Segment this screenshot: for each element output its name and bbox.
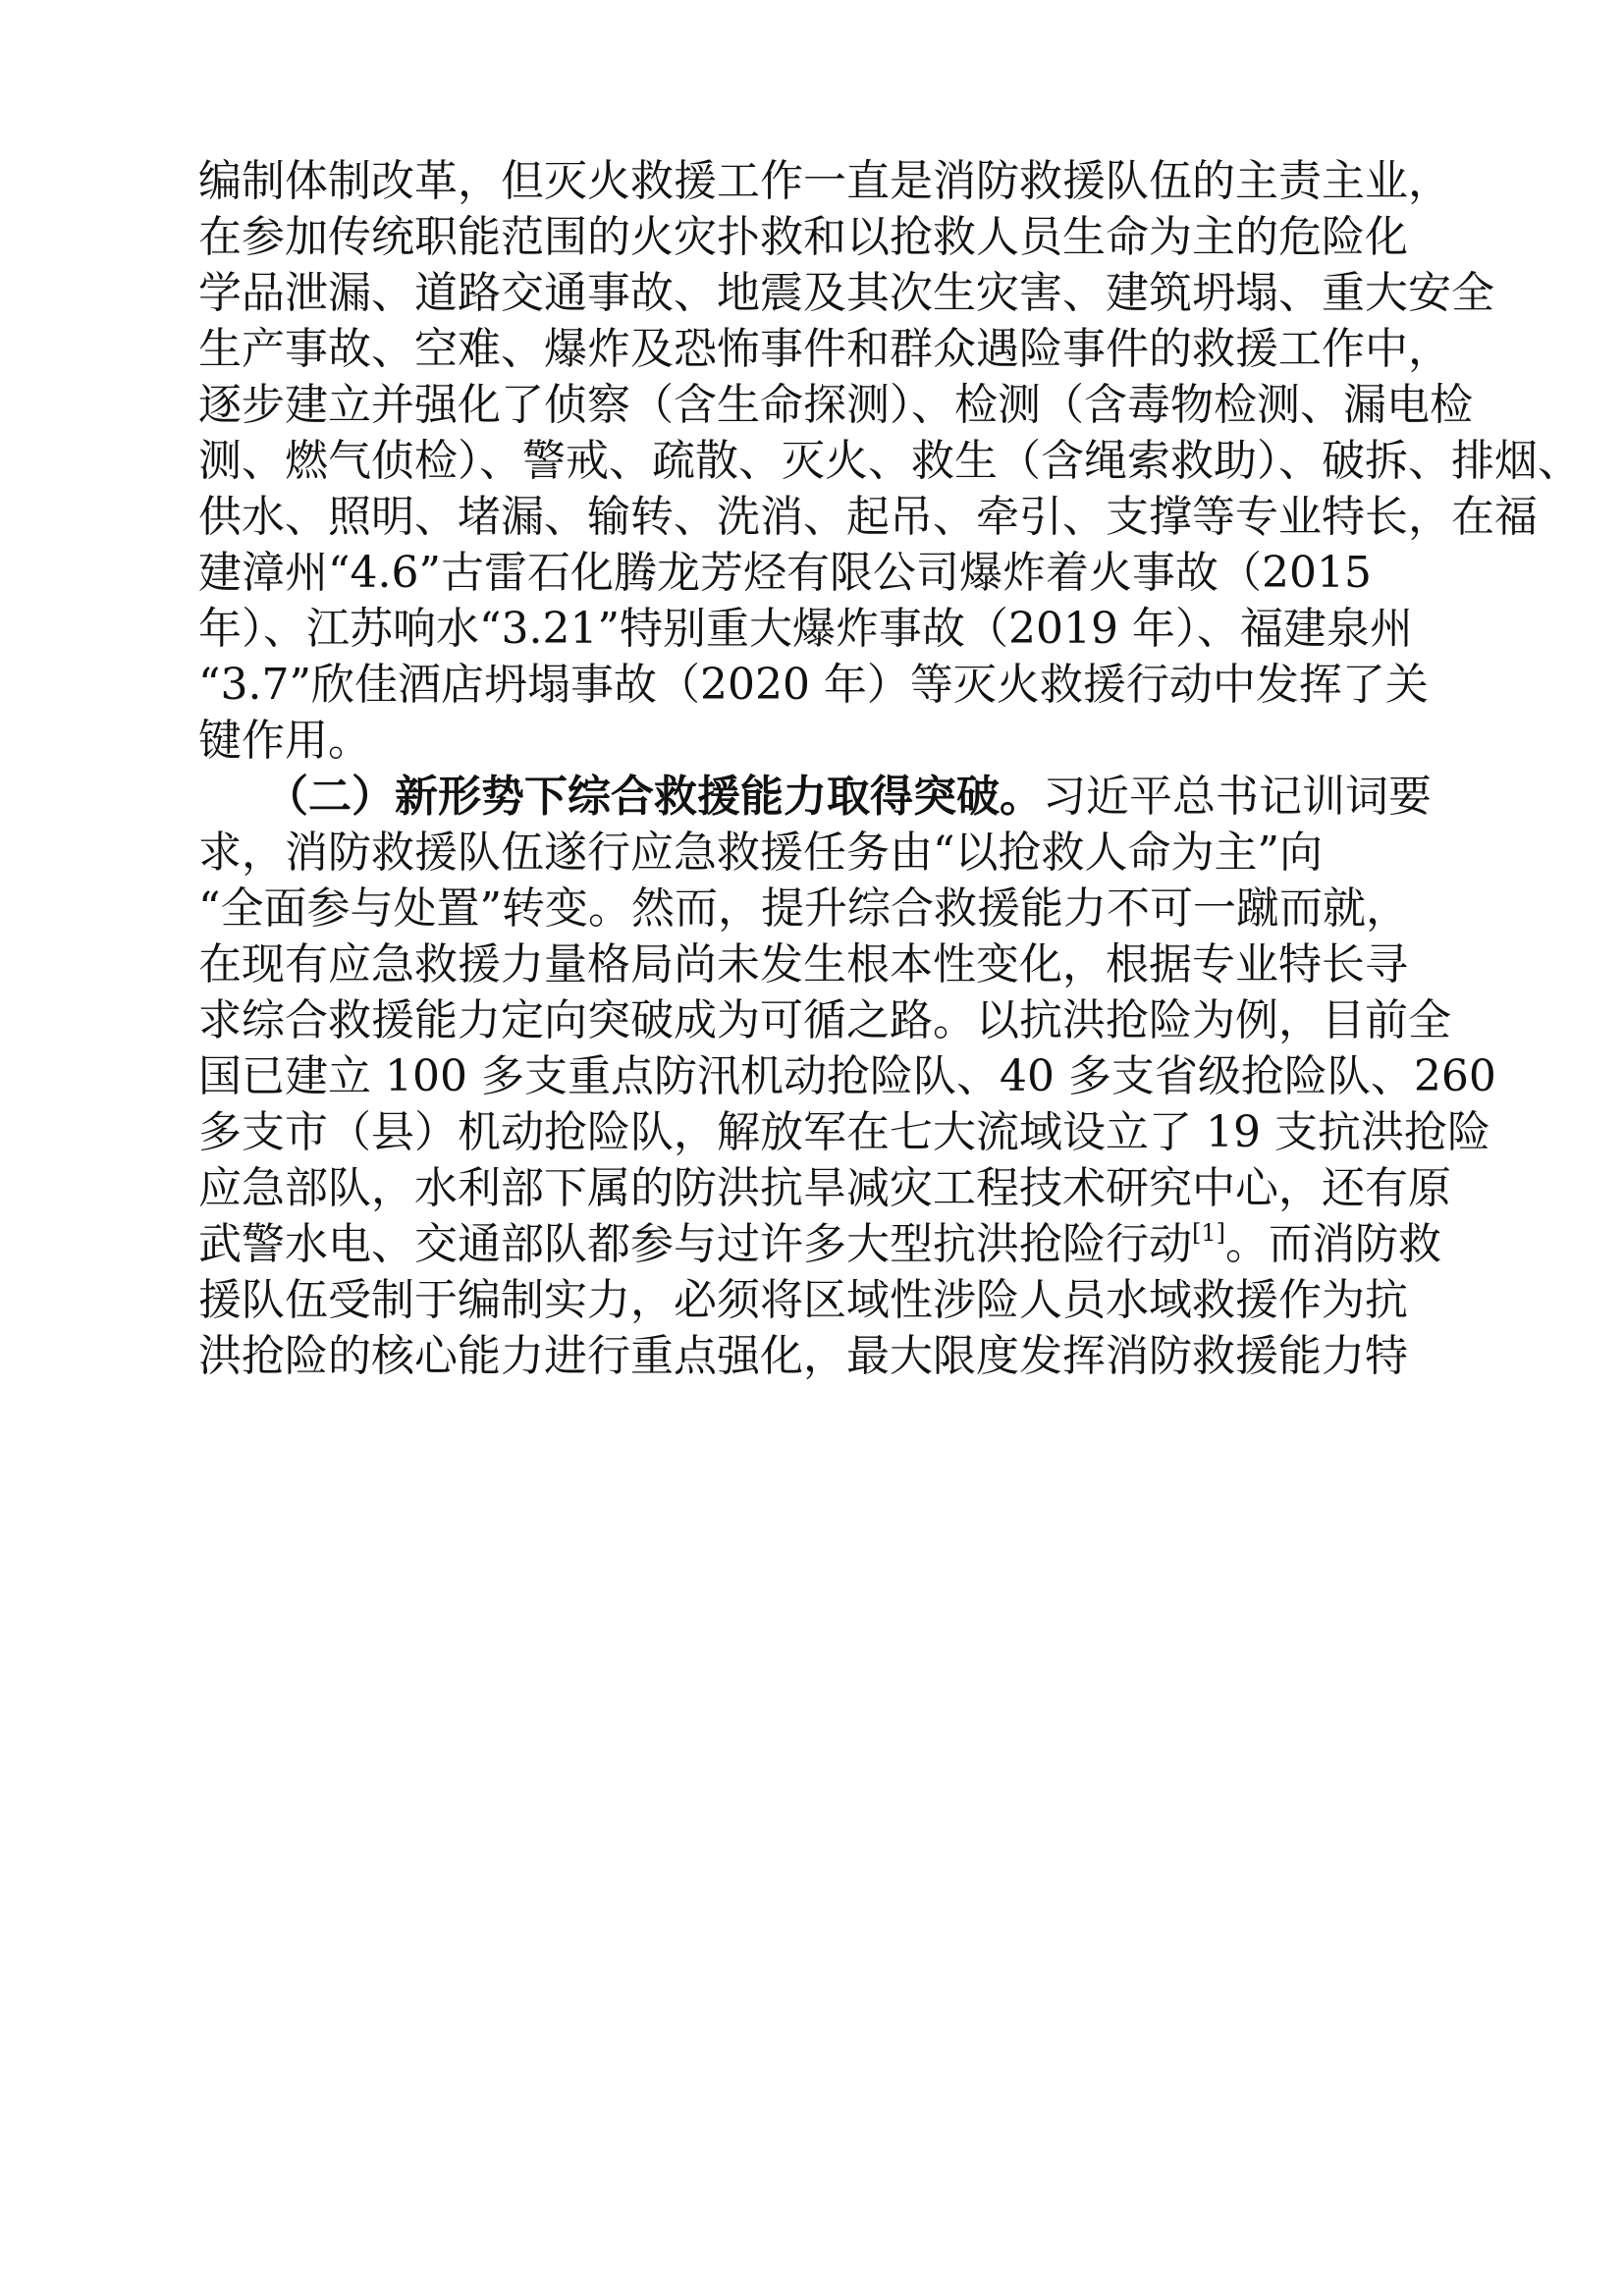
body-text-line: 供水、照明、堵漏、输转、洗消、起吊、牵引、支撑等专业特长，在福 xyxy=(198,492,1538,542)
body-text-line-with-citation xyxy=(198,1217,1441,1272)
body-text: 武警水电、交通部队都参与过许多大型抗洪抢险行动 xyxy=(198,1219,1192,1269)
body-text-line: “3.7”欣佳酒店坍塌事故（2020 年）等灭火救援行动中发挥了关 xyxy=(198,660,1429,710)
body-text-line: 测、燃气侦检）、警戒、疏散、灭火、救生（含绳索救助）、破拆、排烟、 xyxy=(198,436,1581,486)
section-heading: （二）新形势下综合救援能力取得突破。 xyxy=(265,772,1043,822)
citation-reference[interactable]: [1] xyxy=(1192,1219,1225,1247)
body-text-line: 键作用。 xyxy=(198,716,371,766)
body-text-line: “全面参与处置”转变。然而，提升综合救援能力不可一蹴而就， xyxy=(198,883,1409,934)
body-text-line: 在现有应急救援力量格局尚未发生根本性变化，根据专业特长寻 xyxy=(198,939,1408,989)
body-text-line: 应急部队，水利部下属的防洪抗旱减灾工程技术研究中心，还有原 xyxy=(198,1163,1451,1213)
body-text-line: 求，消防救援队伍遂行应急救援任务由“以抢救人命为主”向 xyxy=(198,828,1323,878)
section-heading-line xyxy=(265,770,1432,825)
body-text-line: 年）、江苏响水“3.21”特别重大爆炸事故（2019 年）、福建泉州 xyxy=(198,604,1413,654)
body-text: 习近平总书记训词要 xyxy=(1043,772,1432,822)
body-text-line: 洪抢险的核心能力进行重点强化，最大限度发挥消防救援能力特 xyxy=(198,1331,1408,1381)
body-text-line: 逐步建立并强化了侦察（含生命探测）、检测（含毒物检测、漏电检 xyxy=(198,380,1473,430)
body-text-line: 援队伍受制于编制实力，必须将区域性涉险人员水域救援作为抗 xyxy=(198,1275,1408,1325)
body-text-line: 多支市（县）机动抢险队，解放军在七大流域设立了 19 支抗洪抢险 xyxy=(198,1107,1490,1157)
body-text-line: 国已建立 100 多支重点防汛机动抢险队、40 多支省级抢险队、260 xyxy=(198,1051,1496,1101)
body-text-line: 编制体制改革，但灭火救援工作一直是消防救援队伍的主责主业， xyxy=(198,156,1451,206)
body-text-line: 建漳州“4.6”古雷石化腾龙芳烃有限公司爆炸着火事故（2015 xyxy=(198,548,1372,598)
body-text-line: 在参加传统职能范围的火灾扑救和以抢救人员生命为主的危险化 xyxy=(198,212,1408,262)
body-text: 。而消防救 xyxy=(1225,1219,1441,1269)
body-text-line: 生产事故、空难、爆炸及恐怖事件和群众遇险事件的救援工作中， xyxy=(198,324,1451,374)
body-text-line: 求综合救援能力定向突破成为可循之路。以抗洪抢险为例，目前全 xyxy=(198,995,1451,1045)
body-text-line: 学品泄漏、道路交通事故、地震及其次生灾害、建筑坍塌、重大安全 xyxy=(198,268,1494,318)
